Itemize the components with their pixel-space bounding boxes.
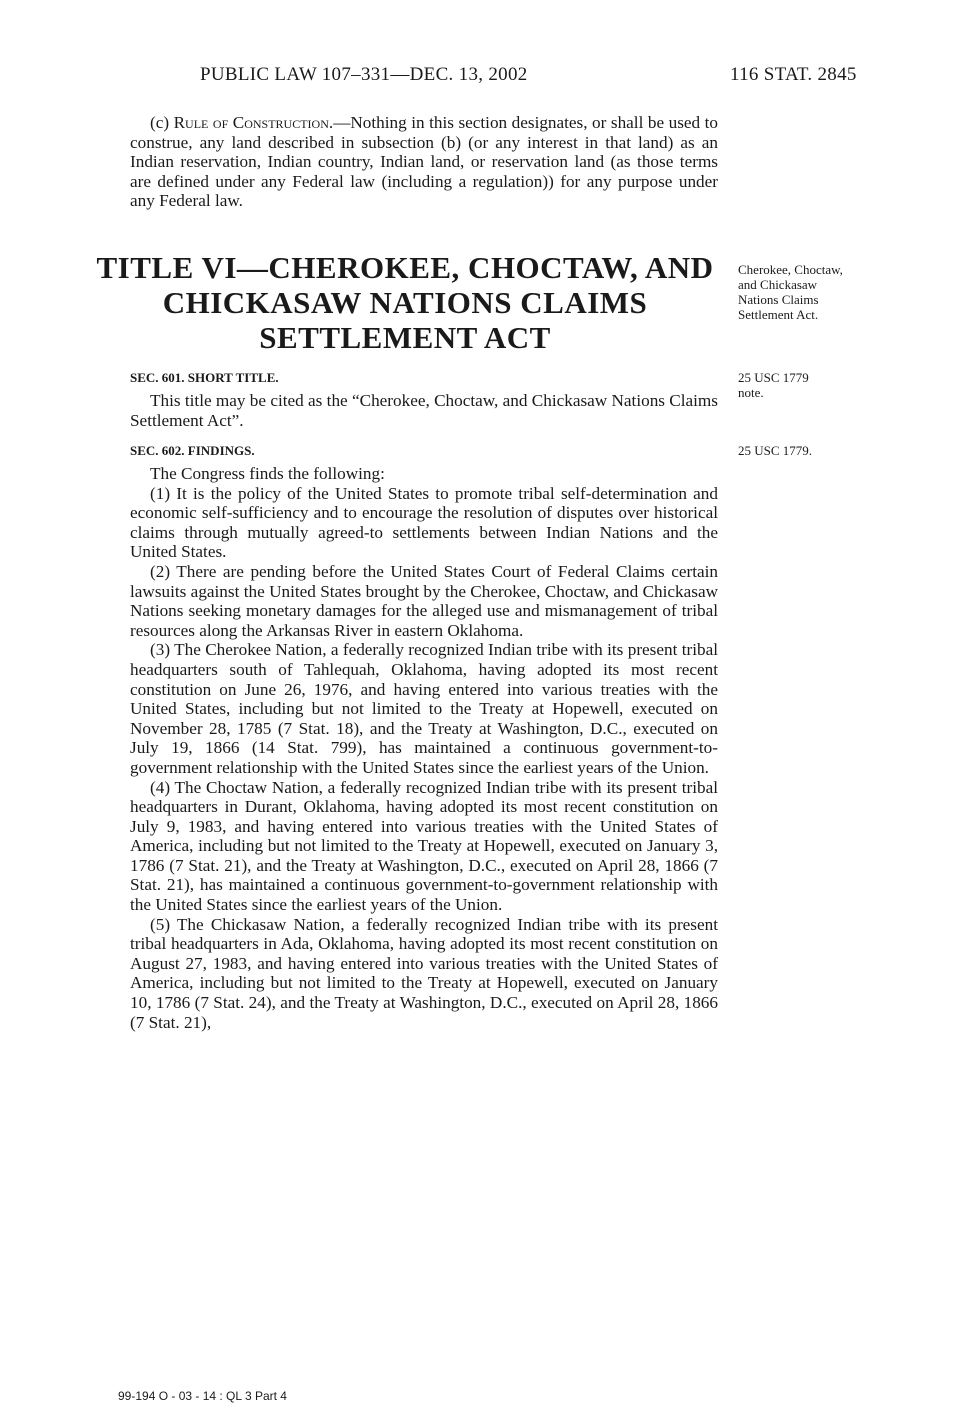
subsection-heading: Rule of Construction. <box>173 113 334 132</box>
sec-601-text: This title may be cited as the “Cherokee, Choctaw, and Chickasaw Nations Claims Settlement Act”. <box>130 391 718 430</box>
margin-note-sec-601: 25 USC 1779 note. <box>738 370 809 400</box>
finding-paragraph: (5) The Chickasaw Nation, a federally recognized Indian tribe with its present tribal headquarters in Ada, Oklahoma, having adopted its most recent constitution on August 27, 1983, and having entered into various treaties with the United States of America, including but not limited to the Treaty at Hopewell, executed on January 10, 1786 (7 Stat. 24), and the Treaty at Washington, D.C., executed on April 28, 1866 (7 Stat. 21), <box>130 914 718 1032</box>
sec-601-body <box>130 391 718 430</box>
running-header-stat: 116 STAT. 2845 <box>730 64 857 85</box>
running-header-law: PUBLIC LAW 107–331—DEC. 13, 2002 <box>200 64 528 85</box>
finding-paragraph: (2) There are pending before the United States Court of Federal Claims certain lawsuits against the United States brought by the Cherokee, Choctaw, and Chickasaw Nations seeking monetary damages for the alleged use and mismanagement of tribal resources along the Arkansas River in eastern Oklahoma. <box>130 561 718 640</box>
rule-of-construction-paragraph <box>130 113 718 211</box>
sec-602-body <box>130 464 718 1032</box>
rule-of-construction <box>130 113 718 211</box>
subsection-text: —Nothing in this section designates, or shall be used to construe, any land described in subsection (b) (or any interest in that land) as an Indian reservation, Indian country, Indian land, or reservation land (as those terms are defined under any Federal law (including a regulation)) for any purpose under any Federal law. <box>130 113 718 211</box>
subsection-label: (c) <box>150 113 174 132</box>
title-heading: TITLE VI—CHEROKEE, CHOCTAW, AND CHICKASAW NATIONS CLAIMS SETTLEMENT ACT <box>96 250 714 355</box>
margin-note-title: Cherokee, Choctaw, and Chickasaw Nations Claims Settlement Act. <box>738 262 843 322</box>
print-footer: 99-194 O - 03 - 14 : QL 3 Part 4 <box>118 1389 287 1403</box>
sec-602-heading: SEC. 602. FINDINGS. <box>130 443 255 458</box>
margin-note-sec-602: 25 USC 1779. <box>738 443 813 458</box>
finding-paragraph: (4) The Choctaw Nation, a federally recognized Indian tribe with its present tribal headquarters in Durant, Oklahoma, having adopted its most recent constitution on July 9, 1983, and having entered into various treaties with the United States of America, including but not limited to the Treaty at Hopewell, executed on January 3, 1786 (7 Stat. 21), and the Treaty at Washington, D.C., executed on April 28, 1866 (7 Stat. 21), has maintained a continuous government-to-government relationship with the United States since the earliest years of the Union. <box>130 777 718 915</box>
finding-paragraph: (3) The Cherokee Nation, a federally recognized Indian tribe with its present tribal headquarters south of Tahlequah, Oklahoma, having adopted its most recent constitution on June 26, 1976, and having entered into various treaties with the United States, including but not limited to the Treaty at Hopewell, executed on November 28, 1785 (7 Stat. 18), and the Treaty at Washington, D.C., executed on July 19, 1866 (14 Stat. 799), has maintained a continuous government-to-government relationship with the United States since the earliest years of the Union. <box>130 640 718 777</box>
finding-paragraph: (1) It is the policy of the United States to promote tribal self-determination and economic self-sufficiency and to encourage the resolution of disputes over historical claims through mutually agreed-to settlements between Indian Nations and the United States. <box>130 483 718 562</box>
sec-601-heading: SEC. 601. SHORT TITLE. <box>130 370 279 385</box>
sec-602-intro: The Congress finds the following: <box>150 464 385 483</box>
